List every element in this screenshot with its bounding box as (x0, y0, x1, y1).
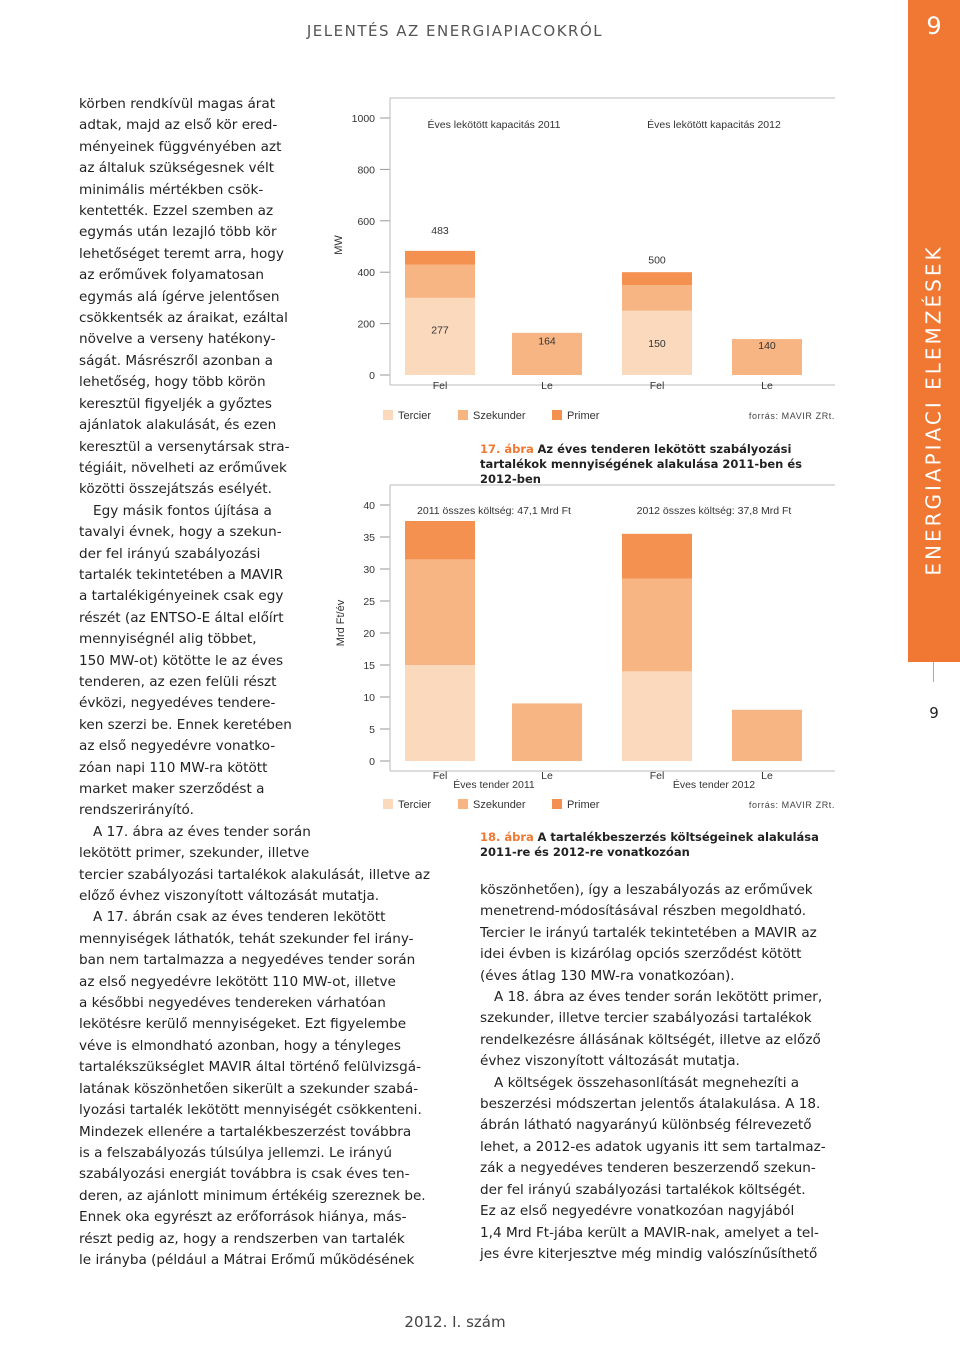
y-tick-label: 40 (363, 500, 375, 512)
figure-18-caption (480, 830, 840, 860)
y-axis-label: Mrd Ft/év (335, 599, 347, 647)
text-line: der fel irányú szabályozási tartalékok költségét. (480, 1181, 806, 1198)
x-category-label: Le (761, 380, 773, 392)
text-line: köszönhetően), így a leszabályozás az erőművek (480, 882, 813, 898)
text-line: rendszerirányító. (79, 802, 194, 819)
group-header: Éves lekötött kapacitás 2012 (647, 119, 781, 131)
y-tick-label: 10 (363, 692, 375, 704)
text-line: tartalékszükséglet MAVIR által történő felülvizsgá- (79, 1059, 421, 1076)
text-line: 150 MW-ot) kötötte le az éves (79, 652, 284, 669)
bar-segment-primer (405, 521, 475, 559)
text-line: lehetőség, hogy több körön (79, 374, 266, 391)
text-line: deren, az ajánlott minimum értékéig szereznek be. (79, 1187, 426, 1204)
y-tick-label: 200 (357, 318, 375, 331)
issue-number: 9 (926, 12, 942, 40)
text-line: A 18. ábra az éves tender során lekötött primer, (494, 989, 823, 1006)
text-line: Mindezek ellenére a tartalékbeszerzést továbbra (79, 1123, 412, 1140)
legend-swatch-szekunder (458, 799, 468, 809)
bar-segment-tercier (622, 671, 692, 761)
bar-segment-primer (622, 272, 692, 285)
figure-18-text: A tartalékbeszerzés költségeinek alakulása 2011-re és 2012-re vonatkozóan (480, 830, 819, 859)
text-line: az első negyedévre lekötött 110 MW-ot, illetve (79, 973, 396, 990)
legend-label: Primer (567, 410, 600, 422)
x-group-label: Éves tender 2012 (672, 779, 756, 791)
legend-label: Tercier (398, 410, 432, 422)
text-line: mennyiségek láthatók, tehát szekunder fel irány- (79, 930, 414, 947)
text-line: körben rendkívül magas árat (79, 96, 276, 112)
text-line: adtak, majd az első kör ered- (79, 117, 278, 134)
page-header: JELENTÉS AZ ENERGIAPIACOKRÓL (306, 22, 604, 40)
group-header: Éves lekötött kapacitás 2011 (427, 119, 561, 131)
text-line: előző évhez viszonyított változását mutatja. (79, 888, 380, 905)
text-line: A 17. ábra az éves tender során (93, 823, 311, 840)
y-axis-label: MW (333, 235, 345, 255)
data-label: 140 (758, 339, 776, 352)
text-line: kentették. Ezzel szemben az (79, 203, 274, 220)
figure-18-label: 18. ábra (480, 830, 534, 844)
text-line: Egy másik fontos újítása a (93, 502, 272, 519)
data-label: 483 (431, 225, 449, 238)
y-tick-label: 35 (363, 532, 375, 544)
text-line: az általuk szükségesnek vélt (79, 160, 275, 177)
text-line: ken szerzi be. Ennek keretében (79, 716, 292, 733)
text-line: ményeinek függvényében azt (79, 138, 282, 155)
legend-swatch-szekunder (458, 410, 468, 420)
text-line: ajánlatok alakulását, és ezen (79, 417, 277, 434)
section-sidebar (908, 0, 960, 662)
text-line: az első negyedévre vonatko- (79, 738, 276, 755)
data-label: 164 (538, 335, 556, 348)
y-tick-label: 400 (357, 267, 375, 280)
y-tick-label: 5 (369, 724, 375, 736)
figure-17-text: Az éves tenderen lekötött szabályozási tartalékok mennyiségének alakulása 2011-ben és 2012-ben (480, 442, 802, 486)
x-category-label: Le (541, 770, 553, 782)
text-line: der fel irányú szabályozási (79, 545, 261, 562)
bar-segment-primer (405, 251, 475, 265)
figure-17-label: 17. ábra (480, 442, 534, 456)
chart-18-cost (330, 495, 850, 825)
text-line: tavalyi évnek, hogy a szekun- (79, 524, 282, 541)
body-column-right (480, 880, 840, 1265)
text-line: market maker szerződést a (79, 781, 265, 797)
text-line: le irányba (például a Mátrai Erőmű működésének (79, 1251, 415, 1268)
y-tick-label: 1000 (351, 113, 375, 125)
text-line: zóan napi 110 MW-ra kötött (79, 759, 268, 776)
group-header: 2012 összes költség: 37,8 Mrd Ft (636, 505, 792, 517)
text-line: évhez viszonyított változását mutatja. (480, 1053, 740, 1070)
text-line: 1,4 Mrd Ft-jába került a MAVIR-nak, amelyet a tel- (480, 1224, 819, 1241)
bar-segment-szekunder (405, 559, 475, 665)
y-tick-label: 20 (363, 628, 375, 640)
text-line: részt pedig az, hogy a rendszerben van tartalék (79, 1230, 405, 1247)
text-line: lekötött primer, szekunder, illetve (79, 845, 310, 862)
text-line: tartalék tekintetében a MAVIR (79, 566, 284, 583)
text-line: latának köszönhetően sikerült a szekunder szabá- (79, 1080, 419, 1097)
text-line: csökkentsék az áraikat, ezáltal (79, 310, 288, 327)
x-category-label: Le (761, 770, 773, 782)
text-line: A költségek összehasonlítását megnehezíti a (494, 1074, 800, 1091)
text-line: Tercier le irányú tartalék tekintetében a MAVIR az (480, 924, 817, 941)
text-line: az erőművek folyamatosan (79, 267, 265, 284)
text-line: ábrán látható nagyarányú különbség félrevezető (480, 1117, 812, 1134)
text-line: évközi, negyedéves tendere- (79, 695, 276, 712)
legend-label: Tercier (398, 799, 432, 811)
text-line: véve is elmondható azonban, hogy a tényleges (79, 1037, 401, 1054)
text-line: rendelkezésre állásának költségét, illetve az előző (480, 1031, 821, 1048)
text-line: lehet, a 2012-es adatok ugyanis itt sem tartalmaz- (480, 1138, 826, 1155)
bar-segment-tercier (405, 298, 475, 375)
text-line: Ez az első negyedévre vonatkozóan nagyjából (480, 1203, 795, 1220)
bar-segment-szekunder (622, 285, 692, 311)
x-category-label: Fel (432, 380, 448, 392)
text-line: egymás alá ígérve jelentősen (79, 288, 280, 305)
text-line: lehetőséget teremt arra, hogy (79, 245, 284, 262)
issue-footer: 2012. I. szám (404, 1313, 506, 1331)
text-line: keresztül figyeljék a győztes (79, 395, 272, 412)
bar-segment-szekunder (622, 579, 692, 672)
chart-17-capacity (330, 100, 850, 440)
y-tick-label: 0 (369, 756, 375, 768)
y-tick-label: 600 (357, 215, 375, 228)
x-category-label: Fel (649, 380, 665, 392)
x-category-label: Fel (432, 770, 448, 782)
bar-segment-szekunder (732, 710, 802, 761)
x-category-label: Le (541, 380, 553, 392)
text-line: lyozási tartalék lekötött mennyiségét csökkenteni. (79, 1102, 422, 1119)
text-line: szekunder, illetve tercier szabályozási tartalékok (480, 1010, 812, 1027)
bar-segment-primer (622, 534, 692, 579)
legend-swatch-tercier (383, 410, 393, 420)
sidebar-divider (933, 662, 934, 682)
text-line: tégiáit, növelheti az erőművek (79, 459, 287, 476)
text-line: minimális mértékben csök- (79, 181, 264, 198)
legend-swatch-tercier (383, 799, 393, 809)
y-tick-label: 0 (369, 370, 375, 382)
bar-segment-szekunder (512, 703, 582, 761)
legend-swatch-primer (552, 410, 562, 420)
y-tick-label: 25 (363, 596, 375, 608)
x-category-label: Fel (649, 770, 665, 782)
legend-label: Szekunder (473, 799, 526, 811)
data-label: 277 (431, 324, 449, 337)
text-line: a későbbi negyedéves tendereken várhatóan (79, 995, 386, 1012)
legend-label: Szekunder (473, 410, 526, 422)
text-line: menetrend-módosításával részben megoldható. (480, 903, 807, 920)
text-line: Ennek oka egyrészt az erőforrások hiánya, más- (79, 1209, 407, 1226)
text-line: (éves átlag 130 MW-ra vonatkozóan). (480, 967, 735, 984)
text-line: lekötésre kerülő mennyiségeket. Ezt figyelembe (79, 1016, 407, 1033)
text-line: egymás után lezajló több kör (79, 224, 277, 241)
text-line: közötti összejátszás esélyét. (79, 481, 272, 498)
legend-swatch-primer (552, 799, 562, 809)
text-line: keresztül a versenytársak stra- (79, 438, 290, 455)
text-line: tercier szabályozási tartalékok alakulását, illetve az (79, 866, 430, 883)
legend-label: Primer (567, 799, 600, 811)
y-tick-label: 15 (363, 660, 375, 672)
source-note: forrás: MAVIR ZRt. (748, 800, 835, 810)
text-line: részét (az ENTSO-E által előírt (79, 609, 284, 626)
group-header: 2011 összes költség: 47,1 Mrd Ft (417, 505, 571, 517)
bar-segment-szekunder (405, 264, 475, 297)
text-line: szabályozási energiát továbbra is csak éves ten- (79, 1166, 410, 1183)
text-line: ságát. Másrészről azonban a (79, 352, 273, 369)
data-label: 150 (648, 338, 666, 351)
y-tick-label: 800 (357, 164, 375, 177)
page-number: 9 (929, 704, 939, 722)
figure-17-caption (480, 442, 840, 487)
text-line: jes évre kiterjesztve még mindig valószínűsíthető (480, 1245, 818, 1262)
text-line: A 17. ábrán csak az éves tenderen lekötött (93, 909, 386, 926)
data-label: 500 (648, 254, 666, 267)
text-line: beszerzési módszertan jelentős átalakulása. A 18. (480, 1096, 821, 1113)
source-note: forrás: MAVIR ZRt. (748, 411, 835, 421)
text-line: zák a negyedéves tenderen beszerzendő szekun- (480, 1160, 816, 1177)
text-line: mennyiségnél alig többet, (79, 631, 257, 648)
section-title: ENERGIAPIACI ELEMZÉSEK (922, 244, 946, 576)
text-line: a tartalékigényeinek csak egy (79, 588, 284, 605)
text-line: növelve a verseny hatékony- (79, 331, 276, 348)
text-line: idei évben is kizárólag opciós szerződést kötött (480, 946, 802, 963)
y-tick-label: 30 (363, 564, 375, 576)
text-line: is a felszabályozás túlsúlya jellemzi. Le irányú (79, 1144, 393, 1161)
text-line: tenderen, az ezen felüli részt (79, 673, 277, 690)
x-group-label: Éves tender 2011 (453, 779, 535, 791)
text-line: ban nem tartalmazza a negyedéves tender során (79, 952, 416, 969)
bar-segment-tercier (405, 665, 475, 761)
